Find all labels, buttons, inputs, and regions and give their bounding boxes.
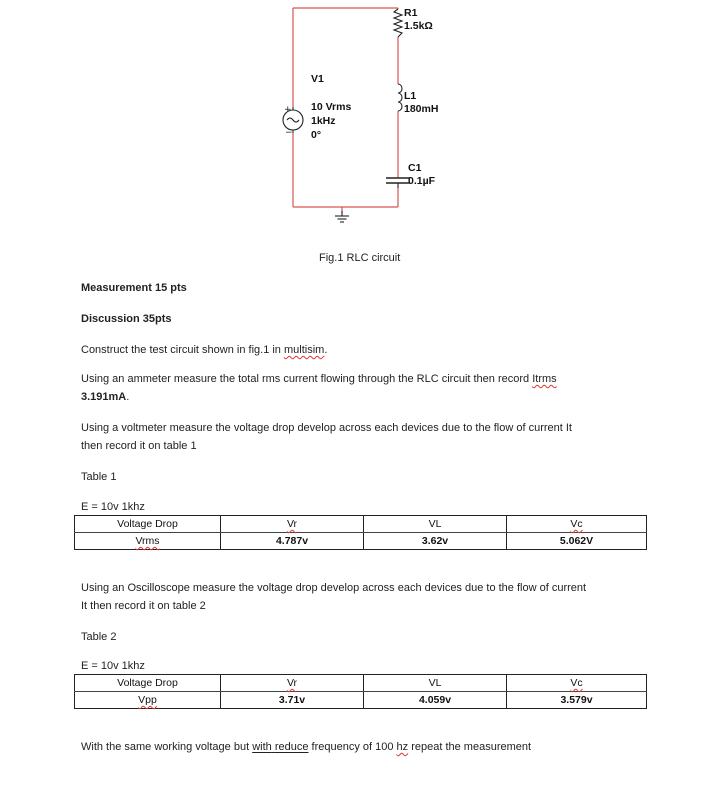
l1-name: L1 (404, 90, 417, 102)
table1 (74, 515, 647, 550)
table2-value-vl: 4.059v (364, 692, 507, 709)
ammeter-instruction (81, 373, 557, 385)
itrms-word: Itrms (532, 373, 557, 385)
voltmeter-instruction-line1: Using a voltmeter measure the voltage drop develop across each devices due to the flow of current It (81, 422, 572, 434)
final-instruction (81, 741, 531, 753)
table1-value-row (75, 533, 647, 550)
v1-amplitude: 10 Vrms (311, 101, 352, 113)
discussion-heading: Discussion 35pts (81, 313, 172, 325)
ground-symbol (335, 211, 349, 222)
table2-title: Table 2 (81, 631, 117, 643)
oscilloscope-instruction-line2: It then record it on table 2 (81, 600, 206, 612)
table1-value-vc: 5.062V (507, 533, 647, 550)
l1-value: 180mH (404, 103, 439, 115)
ammeter-value: 3.191mA (81, 391, 127, 403)
rlc-circuit-diagram (0, 0, 725, 240)
final-text-mid: frequency of 100 (308, 741, 397, 753)
table2-header-vl: VL (364, 675, 507, 692)
ammeter-result (81, 391, 129, 403)
table2-header-vc (507, 675, 647, 692)
construct-text: Construct the test circuit shown in fig.1 in (81, 344, 284, 356)
oscilloscope-instruction-line1: Using an Oscilloscope measure the voltage drop develop across each devices due to the flow of current (81, 582, 587, 594)
ammeter-period: . (126, 391, 130, 403)
r1-value: 1.5kΩ (404, 20, 433, 32)
v1-name: V1 (311, 73, 324, 85)
capacitor-symbol (386, 178, 410, 183)
c1-value: 0.1µF (408, 175, 436, 187)
table1-header-vc-text: Vc (570, 518, 583, 530)
table1-condition: E = 10v 1khz (81, 501, 145, 513)
figure-caption: Fig.1 RLC circuit (319, 252, 401, 264)
final-hz-word: hz (396, 741, 409, 753)
table2 (74, 674, 647, 709)
table2-condition: E = 10v 1khz (81, 660, 145, 672)
table2-header-vr (221, 675, 364, 692)
table1-title: Table 1 (81, 471, 117, 483)
table2-row-label-text: Vpp (138, 694, 157, 706)
svg-text:+: + (284, 105, 292, 115)
r1-name: R1 (404, 7, 418, 19)
v1-phase: 0° (311, 129, 322, 141)
v1-frequency: 1kHz (311, 115, 336, 127)
table1-header-row (75, 516, 647, 533)
final-text-start: With the same working voltage but (81, 741, 253, 753)
voltmeter-instruction-line2: then record it on table 1 (81, 440, 197, 452)
final-reduce-word: reduce (274, 741, 309, 753)
construct-instruction (81, 344, 327, 356)
final-with-word: with (252, 741, 272, 753)
inductor-symbol (398, 84, 402, 111)
table1-row-label (75, 533, 221, 550)
svg-text:−: − (285, 128, 293, 138)
table1-header-vr-text: Vr (286, 518, 298, 530)
table1-value-vr: 4.787v (221, 533, 364, 550)
table1-row-label-text: Vrms (135, 535, 160, 547)
resistor-symbol (394, 9, 402, 37)
multisim-word: multisim (283, 344, 325, 356)
table2-header-vr-text: Vr (286, 677, 298, 689)
final-text-end: repeat the measurement (408, 741, 532, 753)
table1-header-vc (507, 516, 647, 533)
table2-header-vc-text: Vc (570, 677, 583, 689)
table2-value-row (75, 692, 647, 709)
table2-value-vc: 3.579v (507, 692, 647, 709)
table1-header-voltage-drop: Voltage Drop (75, 516, 221, 533)
measurement-heading: Measurement 15 pts (81, 282, 187, 294)
table2-value-vr: 3.71v (221, 692, 364, 709)
ammeter-text: Using an ammeter measure the total rms current flowing through the RLC circuit then record (81, 373, 533, 385)
table1-header-vr (221, 516, 364, 533)
table1-header-vl: VL (364, 516, 507, 533)
construct-period: . (324, 344, 328, 356)
table1-value-vl: 3.62v (364, 533, 507, 550)
table2-row-label (75, 692, 221, 709)
table2-header-voltage-drop: Voltage Drop (75, 675, 221, 692)
table2-header-row (75, 675, 647, 692)
c1-name: C1 (408, 162, 422, 174)
